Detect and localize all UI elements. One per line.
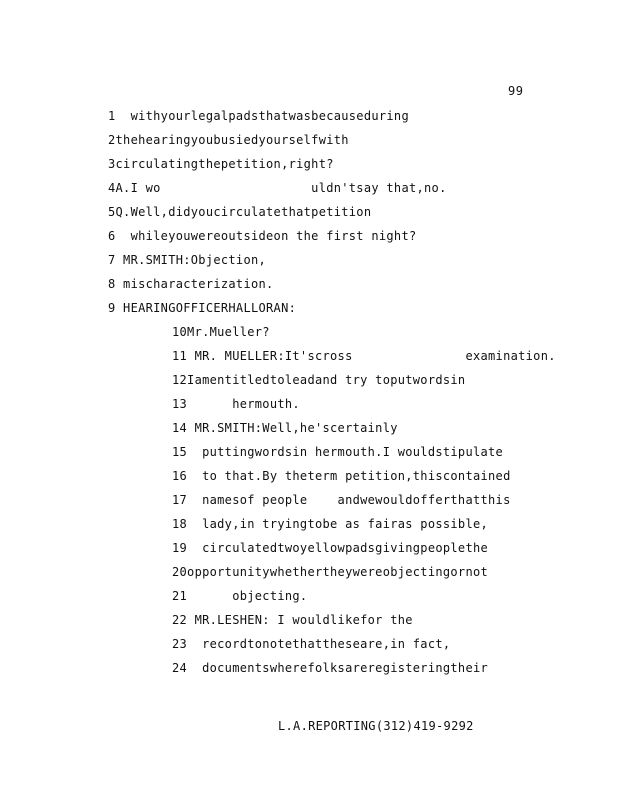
transcript-line-2: 2thehearingyoubusiedyourselfwith <box>108 133 349 147</box>
transcript-line-7: 7 MR.SMITH:Objection, <box>108 253 267 267</box>
transcript-line-20: 20opportunitywhethertheywereobjectingornot <box>172 565 489 579</box>
transcript-line-24: 24 documentswherefolksareregisteringtheir <box>172 661 489 675</box>
transcript-line-9: 9 HEARINGOFFICERHALLORAN: <box>108 301 297 315</box>
page-number: 99 <box>508 84 524 98</box>
transcript-line-23: 23 recordtonotethattheseare,in fact, <box>172 637 451 651</box>
transcript-line-16: 16 to that.By theterm petition,thiscontained <box>172 469 511 483</box>
transcript-line-11: 11 MR. MUELLER:It'scross examination. <box>172 349 556 363</box>
transcript-line-1: 1 withyourlegalpadsthatwasbecauseduring <box>108 109 409 123</box>
transcript-line-10: 10Mr.Mueller? <box>172 325 270 339</box>
transcript-line-14: 14 MR.SMITH:Well,he'scertainly <box>172 421 398 435</box>
reporter-footer: L.A.REPORTING(312)419-9292 <box>278 719 474 733</box>
transcript-line-3: 3circulatingthepetition,right? <box>108 157 334 171</box>
transcript-line-19: 19 circulatedtwoyellowpadsgivingpeoplethe <box>172 541 489 555</box>
transcript-line-5: 5Q.Well,didyoucirculatethatpetition <box>108 205 372 219</box>
transcript-line-4: 4A.I wo uldn'tsay that,no. <box>108 181 447 195</box>
transcript-line-6: 6 whileyouwereoutsideon the first night? <box>108 229 417 243</box>
transcript-line-21: 21 objecting. <box>172 589 308 603</box>
transcript-line-12: 12Iamentitledtoleadand try toputwordsin <box>172 373 466 387</box>
transcript-line-22: 22 MR.LESHEN: I wouldlikefor the <box>172 613 413 627</box>
transcript-line-8: 8 mischaracterization. <box>108 277 274 291</box>
transcript-line-15: 15 puttingwordsin hermouth.I wouldstipulate <box>172 445 504 459</box>
transcript-line-17: 17 namesof people andwewouldofferthatthis <box>172 493 511 507</box>
transcript-line-13: 13 hermouth. <box>172 397 300 411</box>
transcript-line-18: 18 lady,in tryingtobe as fairas possible, <box>172 517 489 531</box>
